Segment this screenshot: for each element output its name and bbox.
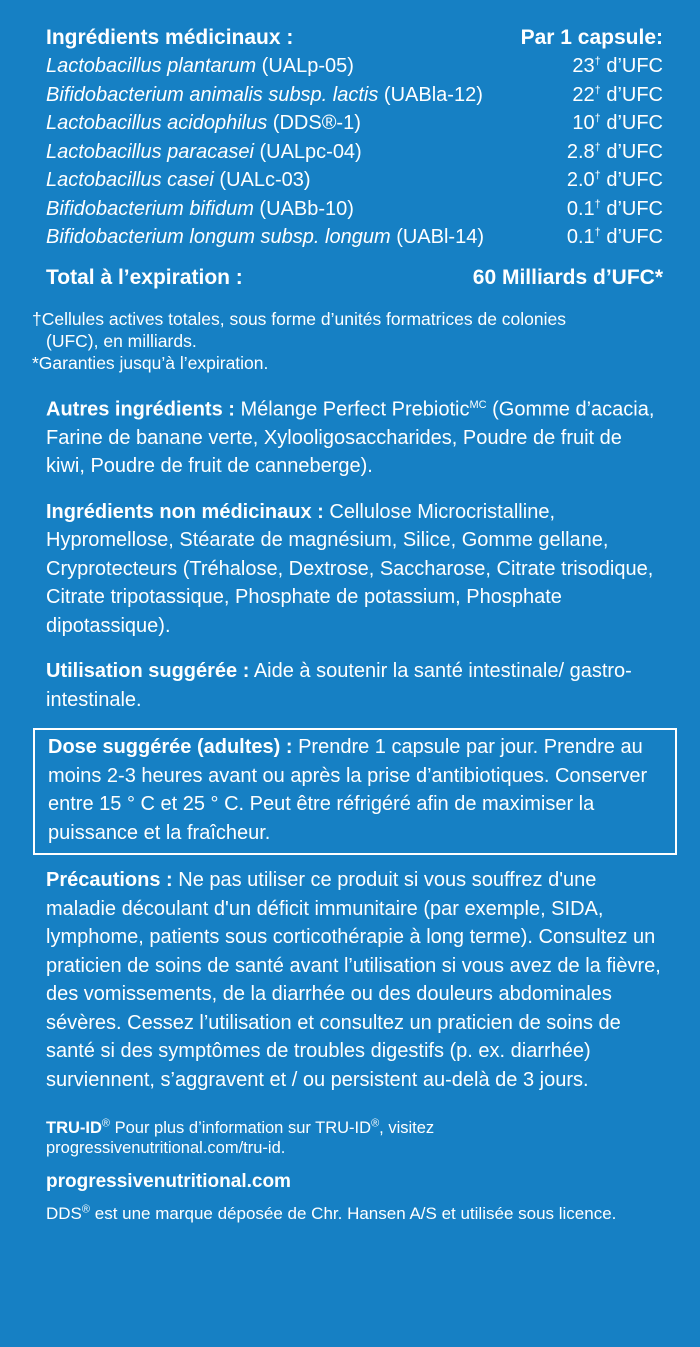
dagger-mark: † — [594, 83, 601, 96]
ingredient-name: Bifidobacterium longum subsp. longum — [46, 226, 391, 248]
ingredient-amount: 10 — [572, 112, 595, 134]
registered-mark: ® — [371, 1117, 380, 1130]
total-row — [46, 264, 663, 292]
precautions — [46, 866, 663, 1094]
non-medicinal-label: Ingrédients non médicinaux : — [46, 500, 324, 523]
ingredient-row — [46, 195, 663, 224]
dagger-footnote-line1: †Cellules actives totales, sous forme d’unités formatrices de colonies — [32, 308, 566, 329]
medicinal-ingredients-heading: Ingrédients médicinaux : — [46, 26, 294, 49]
dagger-footnote-line2: (UFC), en milliards. — [46, 330, 197, 351]
ingredient-name: Lactobacillus paracasei — [46, 140, 254, 163]
ingredient-amount: 22 — [572, 83, 595, 106]
website-link[interactable]: progressivenutritional.com — [46, 1171, 291, 1193]
ingredient-list — [46, 52, 663, 252]
ingredient-strain: (UABla-12) — [378, 83, 483, 106]
ingredient-name: Bifidobacterium animalis subsp. lactis — [46, 83, 379, 106]
tru-id-brand: TRU-ID — [46, 1119, 102, 1138]
asterisk-footnote: *Garanties jusqu’à l’expiration. — [32, 352, 269, 373]
other-ingredients-text2: (Gomme d’acacia, Farine de banane verte, Xylooligosaccharides, Poudre de fruit de kiwi, Poudre de fruit de canneberge). — [46, 398, 655, 478]
ingredient-unit: d’UFC — [600, 83, 663, 106]
ingredient-strain: (UALp-05) — [256, 55, 354, 77]
ingredient-strain: (DDS®-1) — [267, 112, 361, 134]
total-label: Total à l’expiration : — [46, 265, 243, 289]
registered-mark: ® — [101, 1117, 111, 1130]
ingredient-strain: (UALpc-04) — [253, 140, 362, 163]
ingredient-amount: 0.1 — [566, 226, 595, 248]
dagger-mark: † — [594, 55, 601, 68]
ingredient-amount: 2.0 — [566, 169, 595, 191]
ingredient-row — [46, 138, 663, 167]
dds-brand: DDS — [46, 1204, 82, 1224]
ingredient-name: Lactobacillus casei — [46, 169, 214, 191]
ingredient-row — [46, 223, 663, 252]
dagger-mark: † — [594, 112, 601, 125]
license-text: est une marque déposée de Chr. Hansen A/S et utilisée sous licence. — [90, 1204, 617, 1224]
precautions-label: Précautions : — [46, 869, 173, 892]
ingredient-amount: 0.1 — [566, 197, 595, 220]
tru-id-info — [46, 1118, 663, 1158]
ingredient-unit: d’UFC — [600, 197, 663, 220]
registered-mark: ® — [81, 1203, 91, 1216]
ingredient-amount: 2.8 — [566, 140, 595, 163]
non-medicinal-ingredients — [46, 498, 663, 641]
ingredient-row — [46, 81, 663, 110]
ingredient-name: Bifidobacterium bifidum — [46, 197, 254, 220]
dagger-mark: † — [594, 226, 601, 239]
ingredient-name: Lactobacillus plantarum — [46, 55, 257, 77]
non-medicinal-text: Cellulose Microcristalline, Hypromellose, Stéarate de magnésium, Silice, Gomme gellane, Cryprotecteurs (Tréhalose, Dextrose, Saccharose, Citrate trisodique, Citrate tripotassique, Phosphate de potassium, Phosphate dipotassique). — [46, 500, 654, 637]
other-ingredients — [46, 391, 663, 481]
ingredient-name: Lactobacillus acidophilus — [46, 112, 268, 134]
tru-id-url[interactable]: progressivenutritional.com/tru-id. — [46, 1139, 286, 1158]
ingredient-unit: d’UFC — [600, 55, 663, 77]
ingredient-strain: (UALc-03) — [213, 169, 311, 191]
tru-id-text2: , visitez — [379, 1119, 435, 1138]
footnotes — [32, 308, 663, 374]
per-capsule-heading: Par 1 capsule: — [520, 26, 663, 49]
ingredient-row — [46, 109, 663, 138]
ingredient-unit: d’UFC — [600, 140, 663, 163]
ingredient-unit: d’UFC — [600, 169, 663, 191]
trademark-mark: MC — [469, 398, 487, 411]
ingredients-header — [46, 24, 663, 52]
suggested-dose-label: Dose suggérée (adultes) : — [48, 736, 293, 759]
license-notice — [46, 1203, 663, 1225]
suggested-use-label: Utilisation suggérée : — [46, 660, 250, 683]
other-ingredients-label: Autres ingrédients : — [46, 398, 235, 421]
suggested-use — [46, 657, 663, 714]
dagger-mark: † — [594, 197, 601, 210]
ingredient-strain: (UABb-10) — [253, 197, 354, 220]
other-ingredients-text1: Mélange Perfect Prebiotic — [234, 398, 470, 421]
ingredient-row — [46, 166, 663, 195]
suggested-dose-box — [33, 728, 677, 855]
suggested-use-text: Aide à soutenir la santé intestinale/ gastro-intestinale. — [46, 660, 632, 711]
suggested-dose-text: Prendre 1 capsule par jour. Prendre au moins 2-3 heures avant ou après la prise d’antibiotiques. Conserver entre 15 ° C et 25 ° C. Peut être réfrigéré afin de maximiser la puissance et la fraîcheur. — [48, 736, 648, 844]
dagger-mark: † — [594, 140, 601, 153]
dagger-mark: † — [594, 169, 601, 182]
ingredient-strain: (UABl-14) — [390, 226, 484, 248]
ingredient-amount: 23 — [572, 55, 595, 77]
total-value: 60 Milliards d’UFC* — [472, 265, 663, 289]
ingredient-unit: d’UFC — [600, 226, 663, 248]
tru-id-text1: Pour plus d’information sur TRU-ID — [110, 1119, 372, 1138]
ingredient-unit: d’UFC — [600, 112, 663, 134]
precautions-text: Ne pas utiliser ce produit si vous souffrez d'une maladie découlant d'un déficit immunitaire (par exemple, SIDA, lymphome, patients sous corticothérapie à long terme). Consultez un praticien de soins de santé avant l’utilisation si vous avez de la fièvre, des vomissements, de la diarrhée ou des douleurs abdominales sévères. Cessez l’utilisation et consultez un praticien de soins de santé si des symptômes de troubles digestifs (p. ex. diarrhée) surviennent, s’aggravent et / ou persistent au-delà de 3 jours. — [46, 869, 661, 1091]
ingredient-row — [46, 52, 663, 81]
